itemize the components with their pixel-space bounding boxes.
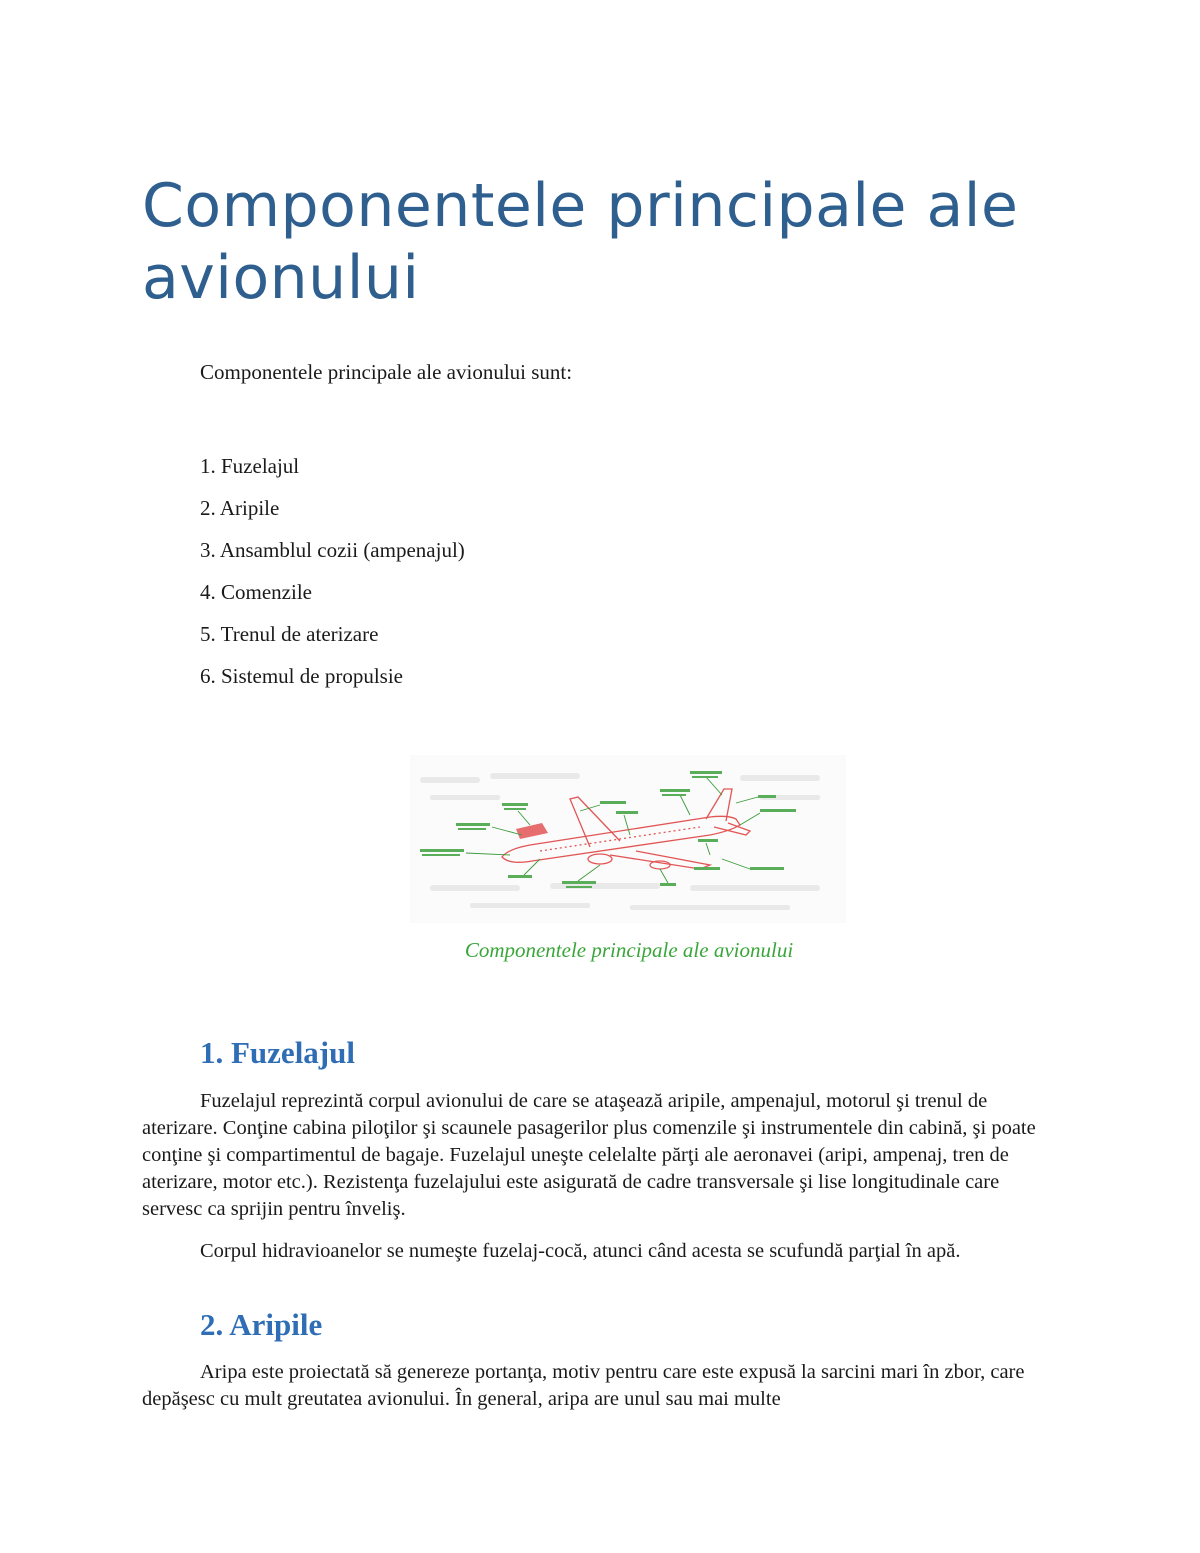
airplane-diagram-icon [410,755,846,923]
paragraph: Fuzelajul reprezintă corpul avionului de care se ataşează aripile, ampenajul, motorul şi trenul de aterizare. Conţine cabina piloţilor şi scaunele pasagerilor plus comenzile şi instrumentele din cabină, şi poate conţine şi compartimentul de bagaje. Fuzelajul uneşte celelalte părţi ale aeronavei (aripi, ampenaj, tren de aterizare, motor etc.). Rezistenţa fuzelajului este asigurată de cadre transversale şi lise longitudinale care servesc ca sprijin pentru înveliş. [142,1090,1036,1220]
figure-caption: Componentele principale ale avionului [464,938,794,962]
section-heading-aripile: 2. Aripile [200,1307,323,1342]
paragraph: Corpul hidravioanelor se numeşte fuzelaj-cocă, atunci când acesta se scufundă parţial în apă. [200,1240,961,1262]
list-item: 5. Trenul de aterizare [200,622,379,646]
page-title: Componentele principale ale avionului [142,171,1019,313]
section-heading-fuzelajul: 1. Fuzelajul [200,1035,355,1070]
intro-text: Componentele principale ale avionului sunt: [200,360,573,384]
airplane-diagram [410,755,846,923]
paragraph: Aripa este proiectată să genereze portanţa, motiv pentru care este expusă la sarcini mari în zbor, care depăşesc cu mult greutatea avionului. În general, aripa are unul sau mai multe [142,1361,1025,1410]
list-item: 2. Aripile [200,496,280,520]
component-list [200,452,465,704]
list-item: 1. Fuzelajul [200,454,300,478]
list-item: 6. Sistemul de propulsie [200,664,403,688]
list-item: 4. Comenzile [200,580,312,604]
list-item: 3. Ansamblul cozii (ampenajul) [200,538,465,562]
